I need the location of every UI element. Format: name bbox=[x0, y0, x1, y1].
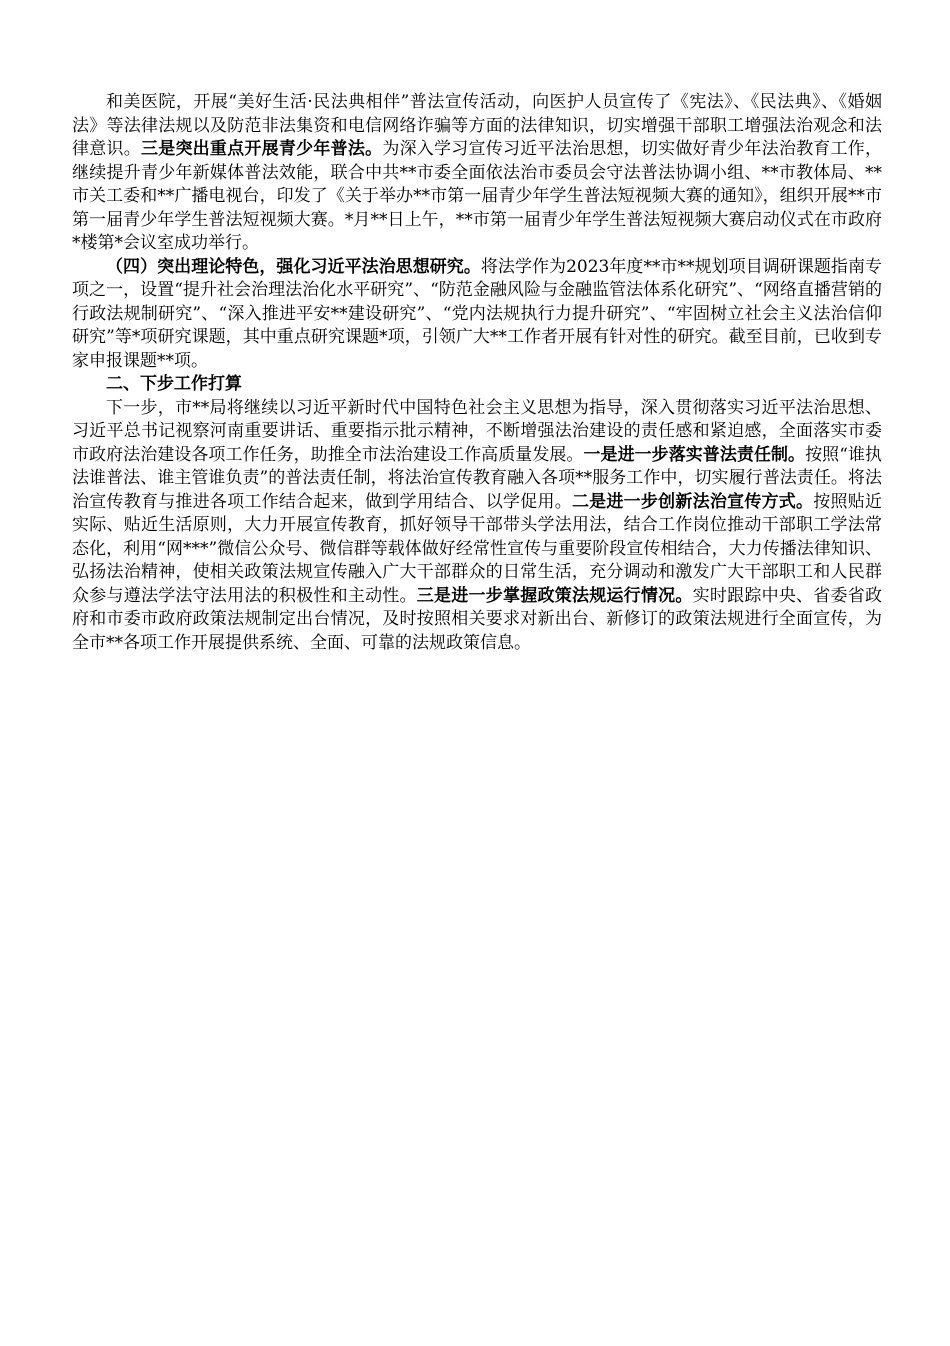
paragraph-text: 实时跟踪中央、省委省政府和市委市政府政策法规制定出台情况，及时按照相关要求对新出台、新修订的政策法规进行全面宣传，为全市**各项工作开展提供系统、全面、可靠的法规政策信息。 bbox=[72, 585, 883, 653]
paragraph-theory-research bbox=[72, 256, 882, 374]
paragraph-text: 为深入学习宣传习近平法治思想，切实做好青少年法治教育工作，继续提升青少年新媒体普法效能，联合中共**市委全面依法治市委员会守法普法协调小组、**市教体局、**市关工委和**广播电视台，印发了《关于举办**市第一届青少年学生普法短视频大赛的通知》，组织开展**市第一届青少年学生普法短视频大赛。*月**日上午，**市第一届青少年学生普法短视频大赛启动仪式在市政府*楼第*会议室成功举行。 bbox=[72, 139, 883, 253]
paragraph-text: 下一步，市**局将继续以习近平新时代中国特色社会主义思想为指导，深入贯彻落实习近平法治思想、习近平总书记视察河南重要讲话、重要指示批示精神，不断增强法治建设的责任感和紧迫感，全面落实市委市政府法治建设各项工作任务，助推全市法治建设工作高质量发展。 bbox=[72, 397, 882, 465]
paragraph-text: 和美医院，开展“美好生活·民法典相伴”普法宣传活动，向医护人员宣传了《宪法》、《民法典》、《婚姻法》等法律法规以及防范非法集资和电信网络诈骗等方面的法律知识，切实增强干部职工增强法治观念和法律意识。 bbox=[72, 92, 882, 159]
bold-lead-innovation: 二是进一步创新法治宣传方式。 bbox=[571, 491, 814, 512]
bold-lead-policy-tracking: 三是进一步掌握政策法规运行情况。 bbox=[416, 585, 693, 606]
paragraph-youth-law-education bbox=[72, 91, 882, 256]
bold-lead-youth: 三是突出重点开展青少年普法。 bbox=[140, 139, 383, 159]
paragraph-next-steps bbox=[72, 397, 882, 656]
paragraph-text: 按照“谁执法谁普法、谁主管谁负责”的普法责任制，将法治宣传教育融入各项**服务工作中，切实履行普法责任。将法治宣传教育与推进各项工作结合起来，做到学用结合、以学促用。 bbox=[72, 444, 882, 512]
section-heading-next-steps: 二、下步工作打算 bbox=[106, 374, 242, 394]
paragraph-text: 按照贴近实际、贴近生活原则，大力开展宣传教育，抓好领导干部带头学法用法，结合工作岗位推动干部职工学法常态化，利用“网***”微信公众号、微信群等载体做好经常性宣传与重要阶段宣传相结合，大力传播法律知识、弘扬法治精神，使相关政策法规宣传融入广大干部群众的日常生活，充分调动和激发广大干部职工和人民群众参与遵法学法守法用法的积极性和主动性。 bbox=[72, 491, 883, 606]
paragraph-text: 将法学作为2023年度**市**规划项目调研课题指南专项之一，设置“提升社会治理法治化水平研究”、“防范金融风险与金融监管法体系化研究”、“网络直播营销的行政法规制研究”、“深入推进平安**建设研究”、“党内法规执行力提升研究”、“牢固树立社会主义法治信仰研究”等*项研究课题，其中重点研究课题*项，引领广大**工作者开展有针对性的研究。截至目前，已收到专家申报课题**项。 bbox=[72, 256, 883, 371]
bold-lead-responsibility: 一是进一步落实普法责任制。 bbox=[583, 444, 806, 465]
document-page bbox=[72, 91, 882, 655]
subheading-theory: （四）突出理论特色，强化习近平法治思想研究。 bbox=[106, 256, 481, 277]
